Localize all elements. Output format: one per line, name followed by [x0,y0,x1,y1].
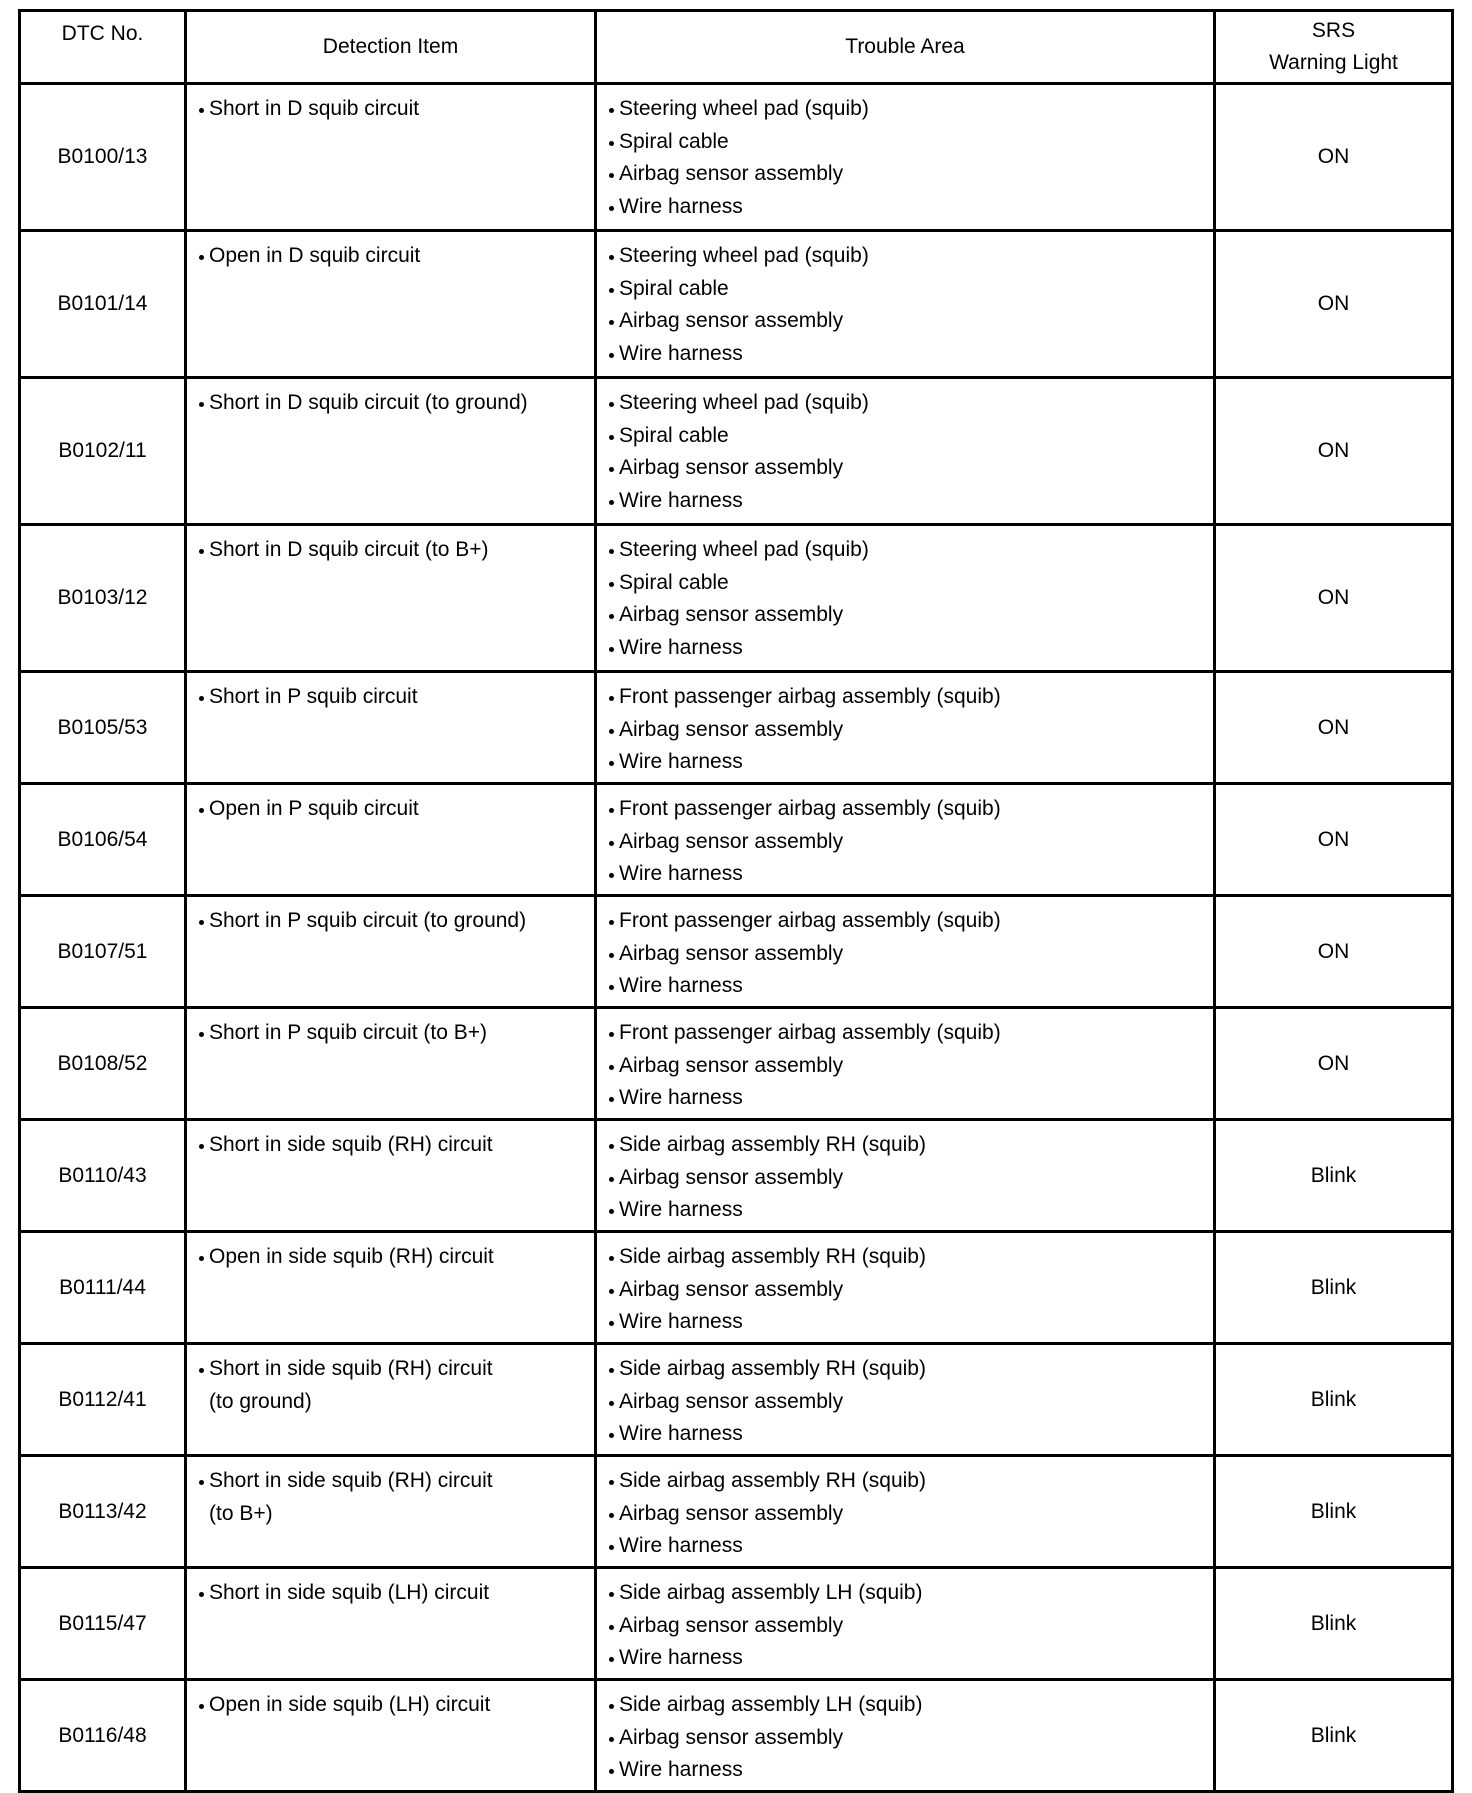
detection-cell [186,1120,596,1232]
trouble-area-item: Wire harness [609,1642,1213,1675]
trouble-area-item: Airbag sensor assembly [609,599,1213,632]
srs-warning-cell: Blink [1215,1232,1453,1344]
table-row [20,84,1453,231]
srs-warning-cell: ON [1215,84,1453,231]
trouble-area-item: Wire harness [609,1754,1213,1787]
detection-cell [186,84,596,231]
detection-item: Short in D squib circuit [199,93,594,126]
detection-item: Short in side squib (RH) circuit [199,1465,594,1498]
detection-item: (to B+) [209,1501,273,1525]
trouble-area-item: Side airbag assembly RH (squib) [609,1353,1213,1386]
trouble-area-cell [596,378,1215,525]
trouble-area-item: Wire harness [609,746,1213,779]
dtc-cell: B0101/14 [20,231,186,378]
header-srs-line2: Warning Light [1269,51,1398,74]
trouble-area-item: Wire harness [609,1418,1213,1451]
trouble-area-item: Side airbag assembly RH (squib) [609,1465,1213,1498]
detection-cell [186,525,596,672]
detection-item: Short in D squib circuit (to ground) [199,387,594,420]
dtc-cell: B0111/44 [20,1232,186,1344]
detection-cell [186,896,596,1008]
detection-item: Open in side squib (LH) circuit [199,1689,594,1722]
trouble-area-item: Airbag sensor assembly [609,938,1213,971]
table-row [20,784,1453,896]
trouble-area-item: Airbag sensor assembly [609,826,1213,859]
detection-item: Open in side squib (RH) circuit [199,1241,594,1274]
trouble-area-item: Spiral cable [609,273,1213,306]
trouble-area-item: Front passenger airbag assembly (squib) [609,1017,1213,1050]
trouble-area-item: Airbag sensor assembly [609,158,1213,191]
srs-warning-cell: ON [1215,896,1453,1008]
trouble-area-item: Wire harness [609,1194,1213,1227]
trouble-area-item: Wire harness [609,632,1213,665]
trouble-area-item: Steering wheel pad (squib) [609,534,1213,567]
detection-cell [186,1008,596,1120]
detection-item: Short in P squib circuit (to ground) [199,905,594,938]
trouble-area-item: Airbag sensor assembly [609,1722,1213,1755]
trouble-area-item: Airbag sensor assembly [609,1162,1213,1195]
detection-cell [186,1232,596,1344]
srs-warning-cell: ON [1215,784,1453,896]
detection-cell [186,784,596,896]
trouble-area-item: Steering wheel pad (squib) [609,93,1213,126]
trouble-area-cell [596,672,1215,784]
trouble-area-cell [596,1232,1215,1344]
trouble-area-item: Wire harness [609,1082,1213,1115]
trouble-area-item: Airbag sensor assembly [609,1386,1213,1419]
trouble-area-item: Wire harness [609,1306,1213,1339]
table-row [20,1232,1453,1344]
trouble-area-item: Side airbag assembly LH (squib) [609,1577,1213,1610]
trouble-area-item: Airbag sensor assembly [609,305,1213,338]
detection-item: Short in P squib circuit (to B+) [199,1017,594,1050]
table-row [20,1568,1453,1680]
dtc-cell: B0103/12 [20,525,186,672]
dtc-cell: B0115/47 [20,1568,186,1680]
dtc-cell: B0116/48 [20,1680,186,1792]
table-row [20,1008,1453,1120]
trouble-area-cell [596,896,1215,1008]
header-srs [1215,11,1453,84]
table-row [20,1456,1453,1568]
trouble-area-item: Steering wheel pad (squib) [609,240,1213,273]
table-row [20,525,1453,672]
dtc-cell: B0113/42 [20,1456,186,1568]
trouble-area-item: Side airbag assembly RH (squib) [609,1241,1213,1274]
detection-item: (to ground) [209,1389,312,1413]
trouble-area-item: Wire harness [609,970,1213,1003]
trouble-area-cell [596,1008,1215,1120]
trouble-area-item: Airbag sensor assembly [609,452,1213,485]
detection-item: Short in side squib (RH) circuit [199,1353,594,1386]
dtc-cell: B0106/54 [20,784,186,896]
detection-item: Short in side squib (RH) circuit [199,1129,594,1162]
table-row [20,1344,1453,1456]
dtc-cell: B0108/52 [20,1008,186,1120]
trouble-area-item: Side airbag assembly LH (squib) [609,1689,1213,1722]
trouble-area-item: Front passenger airbag assembly (squib) [609,905,1213,938]
trouble-area-item: Airbag sensor assembly [609,714,1213,747]
detection-cell [186,672,596,784]
detection-cell [186,1680,596,1792]
srs-warning-cell: ON [1215,1008,1453,1120]
trouble-area-item: Front passenger airbag assembly (squib) [609,681,1213,714]
dtc-cell: B0102/11 [20,378,186,525]
detection-item: Short in P squib circuit [199,681,594,714]
table-row [20,672,1453,784]
table-row [20,1680,1453,1792]
srs-warning-cell: ON [1215,525,1453,672]
header-row [20,11,1453,84]
detection-item: Open in P squib circuit [199,793,594,826]
trouble-area-item: Front passenger airbag assembly (squib) [609,793,1213,826]
srs-warning-cell: ON [1215,231,1453,378]
srs-warning-cell: Blink [1215,1568,1453,1680]
trouble-area-cell [596,525,1215,672]
header-detection: Detection Item [186,11,596,84]
trouble-area-cell [596,1456,1215,1568]
trouble-area-cell [596,784,1215,896]
trouble-area-item: Wire harness [609,338,1213,371]
table-row [20,231,1453,378]
header-dtc-label: DTC No. [61,22,144,45]
trouble-area-cell [596,84,1215,231]
trouble-area-item: Airbag sensor assembly [609,1050,1213,1083]
dtc-cell: B0112/41 [20,1344,186,1456]
dtc-cell: B0107/51 [20,896,186,1008]
trouble-area-item: Wire harness [609,485,1213,518]
trouble-area-item: Wire harness [609,191,1213,224]
trouble-area-item: Spiral cable [609,567,1213,600]
dtc-cell: B0105/53 [20,672,186,784]
header-srs-line1: SRS [1311,19,1356,42]
detection-item: Short in D squib circuit (to B+) [199,534,594,567]
detection-item: Short in side squib (LH) circuit [199,1577,594,1610]
srs-warning-cell: Blink [1215,1456,1453,1568]
trouble-area-item: Airbag sensor assembly [609,1610,1213,1643]
trouble-area-item: Spiral cable [609,126,1213,159]
trouble-area-item: Wire harness [609,1530,1213,1563]
detection-item: Open in D squib circuit [199,240,594,273]
trouble-area-item: Wire harness [609,858,1213,891]
trouble-area-item: Airbag sensor assembly [609,1274,1213,1307]
detection-cell [186,1568,596,1680]
dtc-cell: B0110/43 [20,1120,186,1232]
trouble-area-cell [596,1568,1215,1680]
detection-cell [186,1344,596,1456]
trouble-area-item: Spiral cable [609,420,1213,453]
srs-warning-cell: Blink [1215,1344,1453,1456]
srs-warning-cell: ON [1215,378,1453,525]
trouble-area-item: Side airbag assembly RH (squib) [609,1129,1213,1162]
srs-warning-cell: Blink [1215,1680,1453,1792]
srs-warning-cell: ON [1215,672,1453,784]
header-trouble-area: Trouble Area [596,11,1215,84]
trouble-area-cell [596,231,1215,378]
dtc-cell: B0100/13 [20,84,186,231]
trouble-area-cell [596,1680,1215,1792]
table-row [20,896,1453,1008]
table-row [20,378,1453,525]
header-dtc [20,11,186,84]
table-row [20,1120,1453,1232]
trouble-area-cell [596,1344,1215,1456]
dtc-table [18,9,1454,1793]
detection-cell [186,378,596,525]
detection-cell [186,231,596,378]
detection-cell [186,1456,596,1568]
srs-warning-cell: Blink [1215,1120,1453,1232]
trouble-area-cell [596,1120,1215,1232]
trouble-area-item: Steering wheel pad (squib) [609,387,1213,420]
trouble-area-item: Airbag sensor assembly [609,1498,1213,1531]
